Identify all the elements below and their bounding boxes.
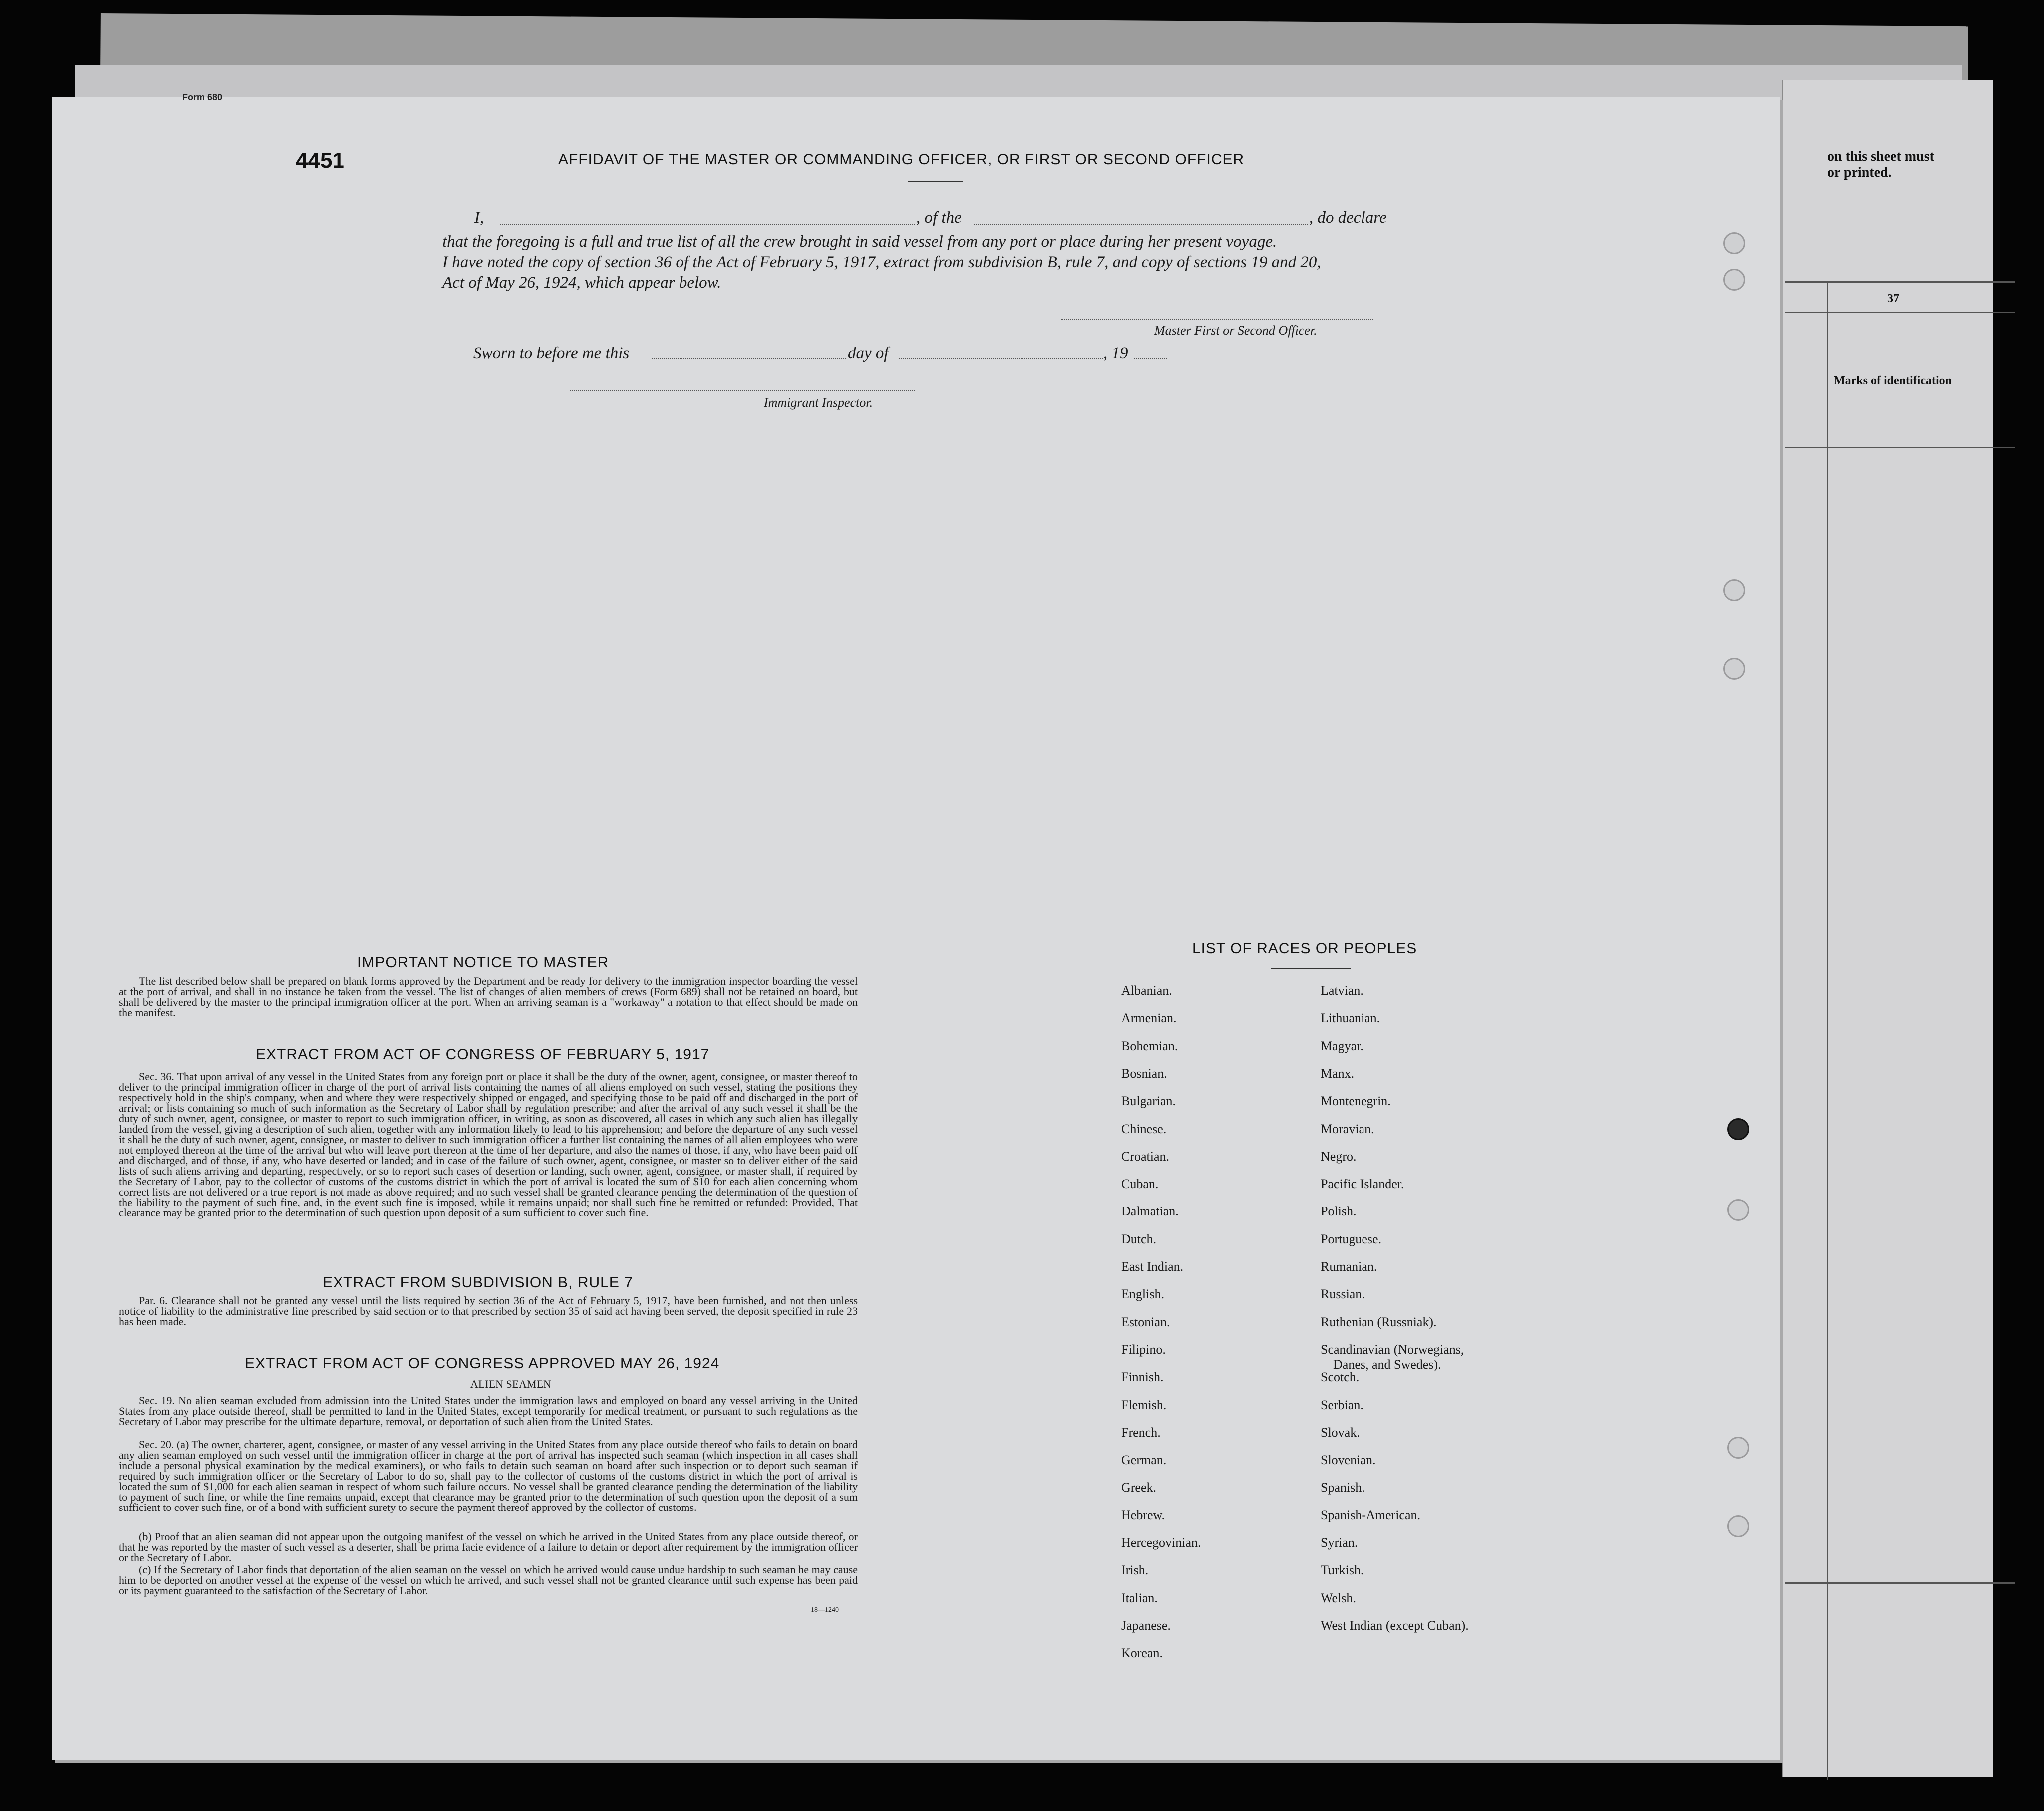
form-number: Form 680 [182, 92, 223, 102]
punch-hole [1727, 1118, 1749, 1140]
manifest-sheet [1782, 80, 1993, 1777]
punch-hole [1727, 1515, 1749, 1537]
race-item: French. [1121, 1425, 1161, 1440]
race-item: Rumanian. [1321, 1259, 1377, 1274]
divider [1271, 968, 1351, 969]
race-item: Finnish. [1121, 1370, 1164, 1385]
extract-1917-text: Sec. 36. That upon arrival of any vessel in the United States from any foreign port or place it shall be the duty of the owner, agent, consignee, or master thereof to deliver to the principal immigration officer in charge of the port of arrival lists containing the names of all aliens employed on such vessel, stating the positions they respectively hold in the ship's company, when and where they were respectively shipped or engaged, and specifying those to be paid off and discharged in the port of arrival; or lists containing so much of such information as the Secretary of Labor shall by regulation prescribe; and after the arrival of any such vessel it shall be the duty of such owner, agent, consignee, or master to report to such immigration officer, in writing, as soon as discovered, all cases in which any such alien has illegally landed from the vessel, giving a description of such alien, together with any information likely to lead to his apprehension; and before the departure of any such vessel it shall be the duty of such owner, agent, consignee, or master to deliver to such immigration officer a further list containing the names of all alien employees who were not employed thereon at the time of the arrival but who will leave port thereon at the time of her departure, and also the names of those, if any, who have been paid off and discharged, and of those, if any, who have deserted or landed; and in case of the failure of such owner, agent, consignee, or master so to deliver either of the said lists of such aliens arriving and departing, respectively, or so to report such cases of desertion or landing, such owner, agent, consignee, or master shall, if required by the Secretary of Labor, pay to the collector of customs of the customs district in which the port of arrival is located the sum of $10 for each alien concerning whom correct lists are not delivered or a true report is not made as above required; and no such vessel shall be granted clearance pending the determination of the question of the liability to the payment of such fine, and, in the event such fine is imposed, while it remains unpaid; nor shall such fine be remitted or refunded: Provided, That clearance may be granted prior to the determination of such question upon deposit of a sum sufficient to cover such fine. [119, 1070, 858, 1219]
sworn-text: Sworn to before me this [473, 344, 630, 362]
race-item: Bosnian. [1121, 1066, 1167, 1081]
extract-1917-title: EXTRACT FROM ACT OF CONGRESS OF FEBRUARY 5, 1917 [256, 1046, 710, 1063]
manifest-heading: or printed. [1827, 165, 1892, 180]
print-code: 18—1240 [811, 1606, 839, 1614]
race-item: Spanish-American. [1321, 1508, 1421, 1522]
table-rule [1785, 1582, 2015, 1584]
affidavit-line4: Act of May 26, 1924, which appear below. [442, 274, 721, 292]
table-rule [1785, 447, 2015, 448]
master-signature-blank[interactable] [1061, 319, 1373, 320]
punch-hole [1727, 1199, 1749, 1221]
race-item: Bohemian. [1121, 1038, 1178, 1053]
race-item: Danes, and Swedes). [1333, 1357, 1441, 1372]
race-item: Chinese. [1121, 1121, 1167, 1136]
punch-hole [1723, 269, 1745, 291]
punch-hole [1723, 658, 1745, 680]
race-item: Estonian. [1121, 1314, 1170, 1329]
race-item: Dalmatian. [1121, 1204, 1179, 1219]
vessel-blank[interactable] [974, 224, 1308, 225]
inspector-label: Immigrant Inspector. [764, 395, 873, 410]
race-item: East Indian. [1121, 1259, 1184, 1274]
race-item: Korean. [1121, 1646, 1163, 1661]
race-item: Scandinavian (Norwegians, [1321, 1342, 1464, 1357]
race-item: Dutch. [1121, 1231, 1157, 1246]
race-item: Negro. [1321, 1149, 1357, 1164]
extract-rule7-title: EXTRACT FROM SUBDIVISION B, RULE 7 [323, 1274, 633, 1291]
race-item: German. [1121, 1453, 1167, 1468]
sec19-text: Sec. 19. No alien seaman excluded from admission into the United States under the immigration laws and employed on board any vessel arriving in the United States from any place outside thereof, shall be permitted to land in the United States, except temporarily for medical treatment, or pursuant to such regulations as the Secretary of Labor may prescribe for the ultimate departure, removal, or deportation of such alien from the United States. [119, 1394, 858, 1428]
punch-hole [1723, 579, 1745, 601]
race-item: Cuban. [1121, 1177, 1159, 1192]
affidavit-of-the: , of the [916, 209, 962, 227]
races-title: LIST OF RACES OR PEOPLES [1192, 940, 1417, 957]
affidavit-declare: , do declare [1309, 209, 1387, 227]
column-header: Marks of identification [1834, 374, 1952, 387]
race-item: Scotch. [1321, 1370, 1360, 1385]
table-rule [1785, 312, 2015, 313]
race-item: Turkish. [1321, 1563, 1364, 1578]
race-item: Italian. [1121, 1590, 1158, 1605]
race-item: Magyar. [1321, 1038, 1363, 1053]
day-of: day of [848, 344, 889, 362]
race-item: Bulgarian. [1121, 1094, 1176, 1109]
notice-text: The list described below shall be prepared on blank forms approved by the Department and be ready for delivery to the immigration inspector boarding the vessel at the port of arrival, and shall in no instance be taken from the vessel. The list of changes of alien members of crews (Form 689) shall not be retained on board, but shall be delivered by the master to the principal immigration officer at the port. When an arriving seaman is a "workaway" a notation to that effect should be made on the manifest. [119, 975, 858, 1019]
year-prefix: , 19 [1103, 344, 1128, 362]
alien-seamen-subtitle: ALIEN SEAMEN [470, 1378, 551, 1390]
race-item: Flemish. [1121, 1397, 1167, 1412]
divider [908, 181, 963, 182]
sec20b-text: (b) Proof that an alien seaman did not appear upon the outgoing manifest of the vessel on which he arrived in the United States from any place outside thereof, or that he was reported by the master of such vessel as a deserter, shall be prima facie evidence of a failure to detain or deport after requirement by the immigration officer or the Secretary of Labor. [119, 1530, 858, 1564]
sworn-day-blank[interactable] [652, 358, 846, 359]
affidavit-line2: that the foregoing is a full and true list of all the crew brought in said vessel from any port or place during her present voyage. [442, 233, 1277, 251]
name-blank[interactable] [500, 224, 915, 225]
race-item: Ruthenian (Russniak). [1321, 1314, 1437, 1329]
table-rule [1785, 281, 2015, 283]
race-item: Irish. [1121, 1563, 1149, 1578]
stamp: 4451 [296, 148, 344, 173]
extract-rule7-text: Par. 6. Clearance shall not be granted any vessel until the lists required by section 36 of the Act of February 5, 1917, have been furnished, and not then unless notice of liability to the administrative fine prescribed by said section or to that prescribed by section 35 of said act having been served, the deposit specified in rule 23 has been made. [119, 1294, 858, 1328]
race-item: Manx. [1321, 1066, 1355, 1081]
sec20c-text: (c) If the Secretary of Labor finds that deportation of the alien seaman on the vessel on which he arrived would cause undue hardship to such seaman he may cause him to be deported on another vessel at the expense of the vessel on which he arrived, and such vessel shall not be granted clearance until such expense has been paid or its payment guaranteed to the satisfaction of the Secretary of Labor. [119, 1563, 858, 1597]
race-item: Polish. [1321, 1204, 1357, 1219]
race-item: Armenian. [1121, 1011, 1177, 1026]
affidavit-i: I, [474, 209, 484, 227]
punch-hole [1723, 232, 1745, 254]
affidavit-line3: I have noted the copy of section 36 of the Act of February 5, 1917, extract from subdivision B, rule 7, and copy of sections 19 and 20, [442, 253, 1321, 271]
race-item: Hebrew. [1121, 1508, 1165, 1522]
race-item: Lithuanian. [1321, 1011, 1380, 1026]
race-item: Slovak. [1321, 1425, 1360, 1440]
race-item: Montenegrin. [1321, 1094, 1391, 1109]
race-item: Slovenian. [1321, 1453, 1376, 1468]
column-number: 37 [1887, 292, 1899, 305]
sworn-month-blank[interactable] [899, 358, 1103, 359]
sec20a-text: Sec. 20. (a) The owner, charterer, agent, consignee, or master of any vessel arriving in the United States from any place outside thereof who fails to detain on board any alien seaman employed on such vessel until the immigration officer in charge at the port of arrival has inspected such seaman (which inspection in all cases shall include a personal physical examination by the medical examiners), or who fails to detain such seaman on board after such inspection or to deport such seaman if required by such immigration officer or the Secretary of Labor to do so, shall pay to the collector of customs of the customs district in which the port of arrival is located the sum of $1,000 for each alien seaman in respect of whom such failure occurs. No vessel shall be granted clearance pending the determination of the liability to payment of such fine, or while the fine remains unpaid, except that clearance may be granted prior to the determination of such question upon the deposit of a sum sufficient to cover such fine, or of a bond with sufficient surety to secure the payment thereof approved by the collector of customs. [119, 1438, 858, 1513]
inspector-signature-blank[interactable] [570, 390, 915, 391]
race-item: West Indian (except Cuban). [1321, 1618, 1469, 1633]
race-item: Hercegovinian. [1121, 1535, 1201, 1550]
table-rule [1827, 282, 1828, 1780]
race-item: Filipino. [1121, 1342, 1166, 1357]
race-item: Moravian. [1321, 1121, 1374, 1136]
race-item: Syrian. [1321, 1535, 1358, 1550]
race-item: Welsh. [1321, 1590, 1356, 1605]
master-signature-label: Master First or Second Officer. [1154, 323, 1317, 338]
race-item: Albanian. [1121, 983, 1172, 998]
race-item: Croatian. [1121, 1149, 1170, 1164]
punch-hole [1727, 1437, 1749, 1459]
race-item: Russian. [1321, 1287, 1365, 1302]
race-item: Greek. [1121, 1480, 1157, 1495]
race-item: Spanish. [1321, 1480, 1365, 1495]
year-blank[interactable] [1134, 358, 1167, 359]
race-item: Pacific Islander. [1321, 1177, 1404, 1192]
race-item: Serbian. [1321, 1397, 1363, 1412]
race-item: Japanese. [1121, 1618, 1171, 1633]
race-item: English. [1121, 1287, 1164, 1302]
manifest-heading: on this sheet must [1827, 149, 1934, 164]
race-item: Portuguese. [1321, 1231, 1382, 1246]
extract-1924-title: EXTRACT FROM ACT OF CONGRESS APPROVED MAY 26, 1924 [245, 1355, 720, 1372]
race-item: Latvian. [1321, 983, 1363, 998]
affidavit-title: AFFIDAVIT OF THE MASTER OR COMMANDING OFFICER, OR FIRST OR SECOND OFFICER [558, 151, 1245, 168]
notice-title: IMPORTANT NOTICE TO MASTER [357, 954, 609, 971]
